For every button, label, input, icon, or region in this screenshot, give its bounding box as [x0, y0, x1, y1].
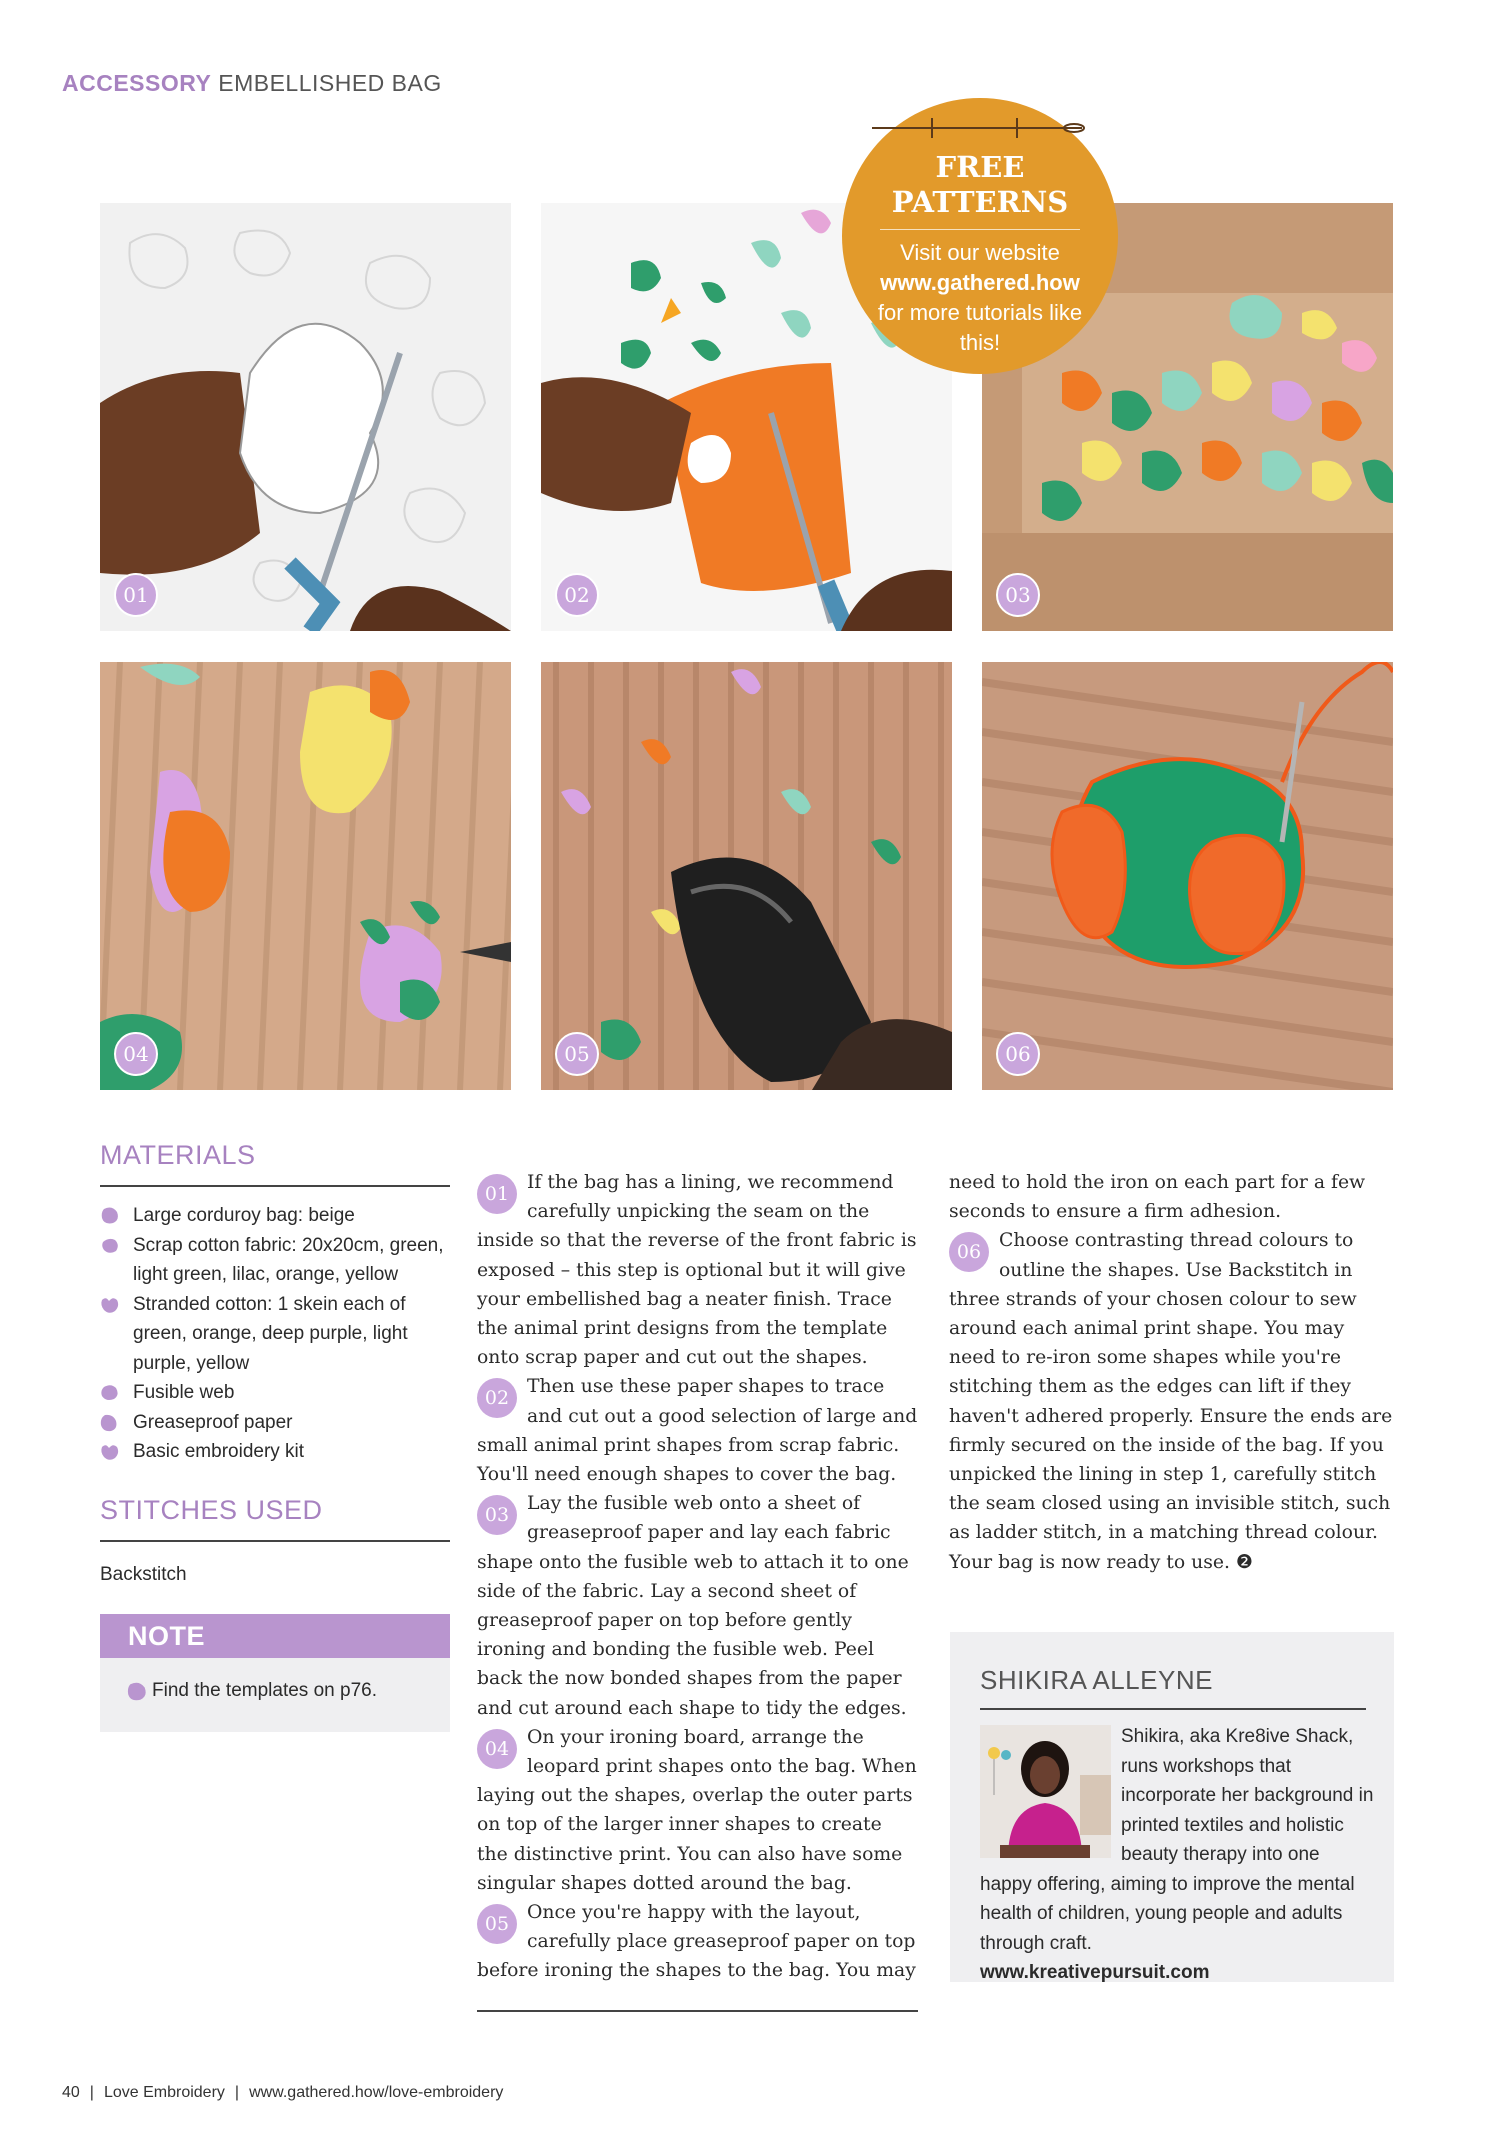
step-photo-01 [100, 203, 511, 631]
promo-title [842, 150, 1118, 220]
material-item: Scrap cotton fabric: 20x20cm, green, light green, lilac, orange, yellow [133, 1234, 444, 1285]
stitch-item: Backstitch [100, 1563, 187, 1585]
step-paragraph [949, 1226, 1393, 1576]
blob-bullet-icon [100, 1442, 120, 1462]
step-text: Lay the fusible web onto a sheet of greaseproof paper and lay each fabric shape onto the fusible web to attach it to one side of the fabric. Lay a second sheet of greaseproof paper on top before gently ironing and bonding the fusible web. Peel back the now bonded shapes from the paper and cut around each shape to tidy the edges. [477, 1493, 909, 1719]
step-badge: 03 [996, 573, 1040, 617]
step-badge: 06 [996, 1032, 1040, 1076]
step-number-badge: 04 [477, 1729, 517, 1769]
designer-url-link[interactable]: www.kreativepursuit.com [980, 1962, 1210, 1983]
step-text: Once you're happy with the layout, carefully place greaseproof paper on top before ironing the shapes to the bag. You may [477, 1902, 916, 1982]
bio-divider [980, 1708, 1366, 1710]
instructions-column-2 [949, 1168, 1393, 1577]
step-number-badge: 06 [949, 1232, 989, 1272]
step-number-badge: 02 [477, 1378, 517, 1418]
material-item: Stranded cotton: 1 skein each of green, orange, deep purple, light purple, yellow [133, 1293, 408, 1374]
promo-title-line1: FREE [935, 150, 1025, 184]
step-paragraph [477, 1489, 918, 1723]
promo-url-link[interactable]: www.gathered.how [880, 270, 1080, 295]
blob-bullet-icon [100, 1383, 120, 1403]
step-number-badge: 01 [477, 1174, 517, 1214]
step-paragraph [477, 1168, 918, 1372]
note-box [100, 1614, 450, 1732]
material-item: Fusible web [133, 1382, 235, 1403]
stitches-divider [100, 1540, 450, 1542]
promo-divider [880, 229, 1080, 230]
blob-bullet-icon [100, 1413, 120, 1433]
step-photo-04 [100, 662, 511, 1090]
needle-thread-icon [842, 98, 1118, 158]
blob-bullet-icon [100, 1236, 120, 1256]
step-badge: 02 [555, 573, 599, 617]
list-item [100, 1437, 450, 1467]
promo-title-line2: PATTERNS [891, 185, 1069, 219]
blob-bullet-icon [100, 1295, 120, 1315]
list-item [100, 1231, 450, 1290]
article-title: EMBELLISHED BAG [218, 70, 442, 96]
end-mark-icon: ❷ [1235, 1551, 1253, 1573]
list-item [100, 1408, 450, 1438]
step-continuation: need to hold the iron on each part for a few seconds to ensure a firm adhesion. [949, 1172, 1366, 1223]
step-text: Then use these paper shapes to trace and cut out a good selection of large and small animal print shapes from scrap fabric. You'll need enough shapes to cover the bag. [477, 1376, 918, 1486]
footer-url-link[interactable]: www.gathered.how/love-embroidery [249, 2084, 504, 2101]
promo-text-1: Visit our website [900, 240, 1060, 265]
materials-divider [100, 1185, 450, 1187]
step-paragraph [477, 1723, 918, 1898]
note-heading: NOTE [100, 1614, 450, 1658]
note-text: Find the templates on p76. [152, 1679, 377, 1701]
list-item [100, 1290, 450, 1379]
step-number-badge: 05 [477, 1904, 517, 1944]
designer-bio-text: Shikira, aka Kre8ive Shack, runs workshops that incorporate her background in printed textiles and holistic beauty therapy into one happy offering, aiming to improve the mental health of children, young people and adults through craft. [980, 1726, 1374, 1954]
step-text: On your ironing board, arrange the leopard print shapes onto the bag. When laying out the shapes, overlap the outer parts on top of the larger inner shapes to create the distinctive print. You can also have some singular shapes dotted around the bag. [477, 1726, 917, 1894]
page-number: 40 [62, 2084, 80, 2101]
page-footer: 40 | Love Embroidery | www.gathered.how/love-embroidery [62, 2084, 504, 2101]
list-item [100, 1201, 450, 1231]
list-item [100, 1378, 450, 1408]
section-label: ACCESSORY [62, 70, 212, 96]
step-text: Choose contrasting thread colours to outline the shapes. Use Backstitch in three strands of your chosen colour to sew around each animal print shape. You may need to re-iron some shapes while you're stitching them as the edges can lift if they haven't adhered properly. Ensure the ends are firmly secured on the inside of the bag. If you unpicked the lining in step 1, carefully stitch the seam closed using an invisible stitch, such as ladder stitch, in a matching thread colour. Your bag is now ready to use. [949, 1230, 1393, 1573]
materials-sidebar [100, 1140, 450, 1732]
material-item: Large corduroy bag: beige [133, 1205, 355, 1226]
promo-body [862, 238, 1098, 358]
blob-bullet-icon [100, 1206, 120, 1226]
magazine-name: Love Embroidery [103, 2084, 225, 2101]
free-patterns-badge [842, 98, 1118, 374]
material-item: Basic embroidery kit [133, 1441, 305, 1462]
step-number-badge: 03 [477, 1495, 517, 1535]
column-end-divider [477, 2010, 918, 2012]
step-photo-05 [541, 662, 952, 1090]
designer-name: SHIKIRA ALLEYNE [980, 1665, 1213, 1695]
step-badge: 01 [114, 573, 158, 617]
step-badge: 05 [555, 1032, 599, 1076]
designer-bio-box [950, 1632, 1394, 1982]
step-photo-06 [982, 662, 1393, 1090]
section-header [62, 70, 442, 97]
blob-bullet-icon [126, 1681, 148, 1703]
material-item: Greaseproof paper [133, 1411, 293, 1433]
materials-list [100, 1201, 450, 1467]
step-paragraph [477, 1898, 918, 1986]
promo-text-2: for more tutorials like this! [877, 300, 1083, 355]
instructions-column-1 [477, 1168, 918, 1986]
designer-bio [980, 1722, 1375, 1988]
step-paragraph [477, 1372, 918, 1489]
stitches-heading: STITCHES USED [100, 1494, 323, 1525]
step-badge: 04 [114, 1032, 158, 1076]
materials-heading: MATERIALS [100, 1140, 256, 1170]
step-text: If the bag has a lining, we recommend carefully unpicking the seam on the inside so that the reverse of the front fabric is exposed – this step is optional but it will give your embellished bag a neater finish. Trace the animal print designs from the template onto scrap paper and cut out the shapes. [477, 1172, 917, 1369]
note-text-row [126, 1680, 377, 1702]
